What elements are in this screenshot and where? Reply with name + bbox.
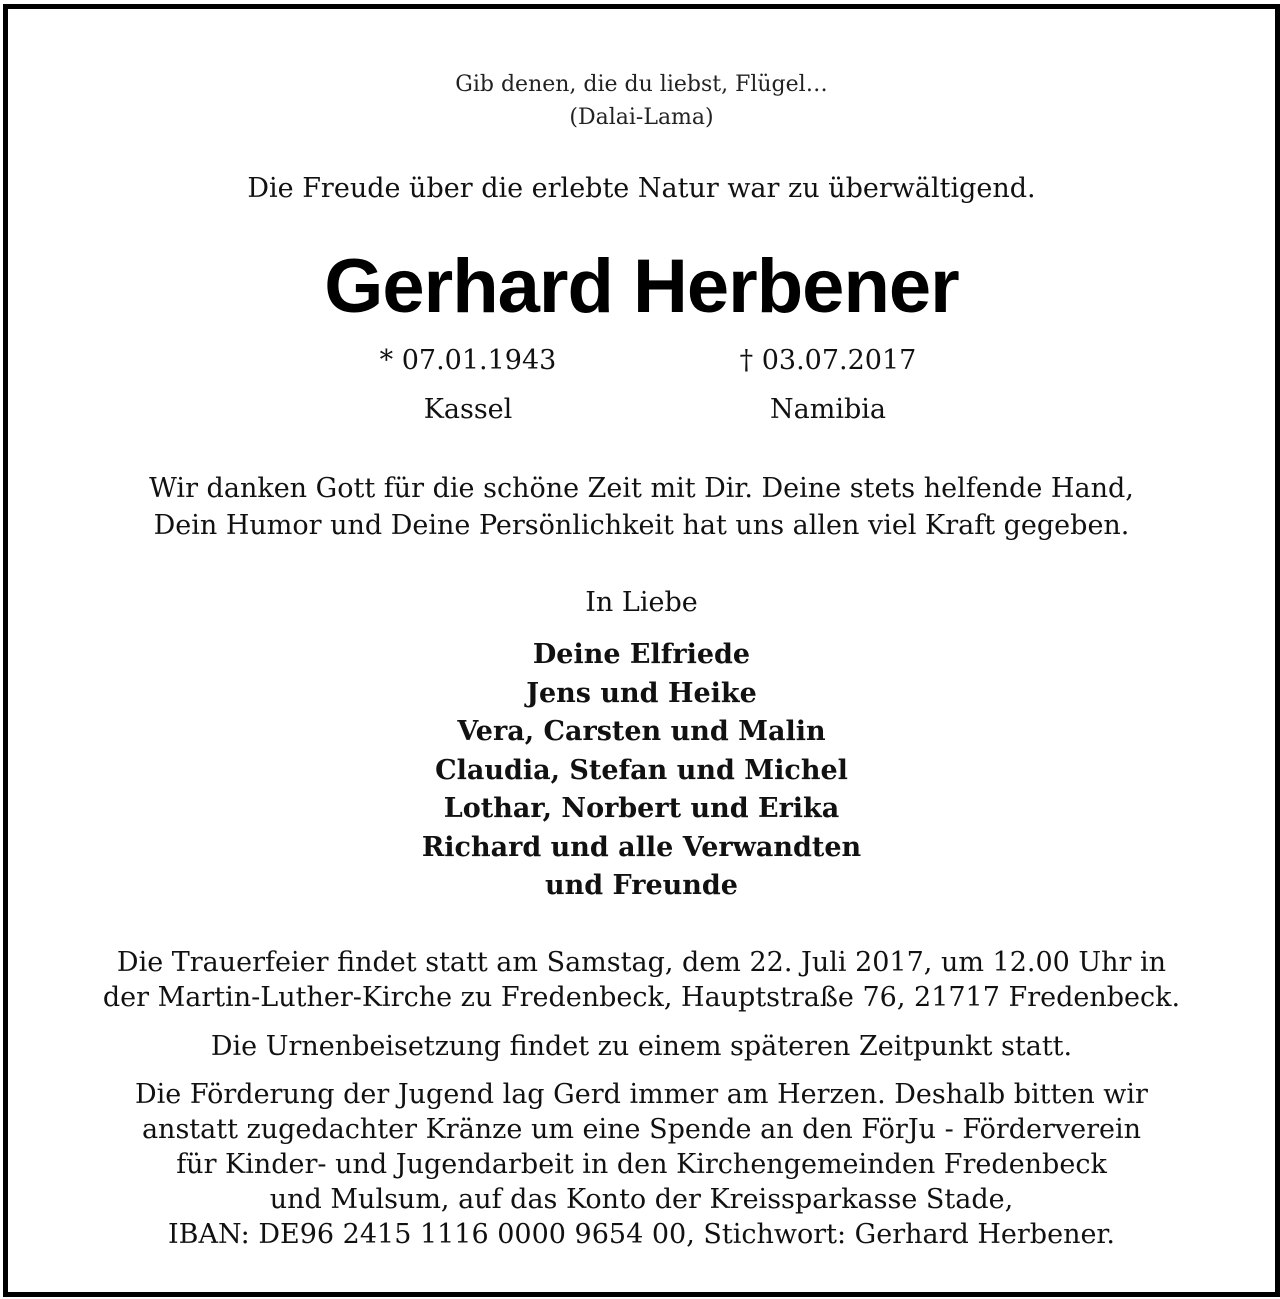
motto-attribution: (Dalai-Lama) — [569, 105, 714, 130]
signer-item: und Freunde — [545, 870, 738, 901]
deceased-name: Gerhard Herbener — [324, 244, 959, 329]
in-love-label: In Liebe — [585, 587, 698, 618]
signer-item: Deine Elfriede — [532, 639, 751, 670]
lead-sentence: Die Freude über die erlebte Natur war zu überwältigend. — [247, 173, 1036, 204]
motto-quote: Gib denen, die du liebst, Flügel… — [455, 72, 828, 97]
death-place: Namibia — [770, 394, 886, 425]
obituary-frame — [3, 4, 1280, 1297]
donation-line-1: Die Förderung der Jugend lag Gerd immer am Herzen. Deshalb bitten wir — [135, 1079, 1148, 1110]
urn-notice: Die Urnenbeisetzung findet zu einem späteren Zeitpunkt statt. — [210, 1031, 1073, 1062]
thanks-line-1: Wir danken Gott für die schöne Zeit mit Dir. Deine stets helfende Hand, — [149, 473, 1134, 504]
donation-line-5: IBAN: DE96 2415 1116 0000 9654 00, Stichwort: Gerhard Herbener. — [168, 1219, 1115, 1250]
thanks-line-2: Dein Humor und Deine Persönlichkeit hat uns allen viel Kraft gegeben. — [153, 510, 1130, 541]
obituary-content — [8, 9, 1275, 1292]
donation-line-4: und Mulsum, auf das Konto der Kreissparkasse Stade, — [269, 1184, 1014, 1215]
signer-item: Vera, Carsten und Malin — [457, 716, 826, 747]
birth-date: * 07.01.1943 — [379, 345, 557, 376]
signer-item: Jens und Heike — [526, 677, 757, 709]
donation-line-2: anstatt zugedachter Kränze um eine Spende an den FörJu - Förderverein — [141, 1114, 1142, 1145]
signer-item: Claudia, Stefan und Michel — [435, 754, 848, 786]
death-date: † 03.07.2017 — [739, 345, 917, 376]
signers-list — [8, 636, 1275, 906]
signer-item: Lothar, Norbert und Erika — [443, 793, 840, 824]
birth-place: Kassel — [423, 394, 513, 425]
donation-line-3: für Kinder- und Jugendarbeit in den Kirchengemeinden Fredenbeck — [176, 1149, 1107, 1180]
signer-item: Richard und alle Verwandten — [421, 831, 862, 863]
funeral-line-1: Die Trauerfeier findet statt am Samstag, dem 22. Juli 2017, um 12.00 Uhr in — [116, 947, 1167, 978]
funeral-line-2: der Martin-Luther-Kirche zu Fredenbeck, Hauptstraße 76, 21717 Fredenbeck. — [102, 982, 1181, 1013]
